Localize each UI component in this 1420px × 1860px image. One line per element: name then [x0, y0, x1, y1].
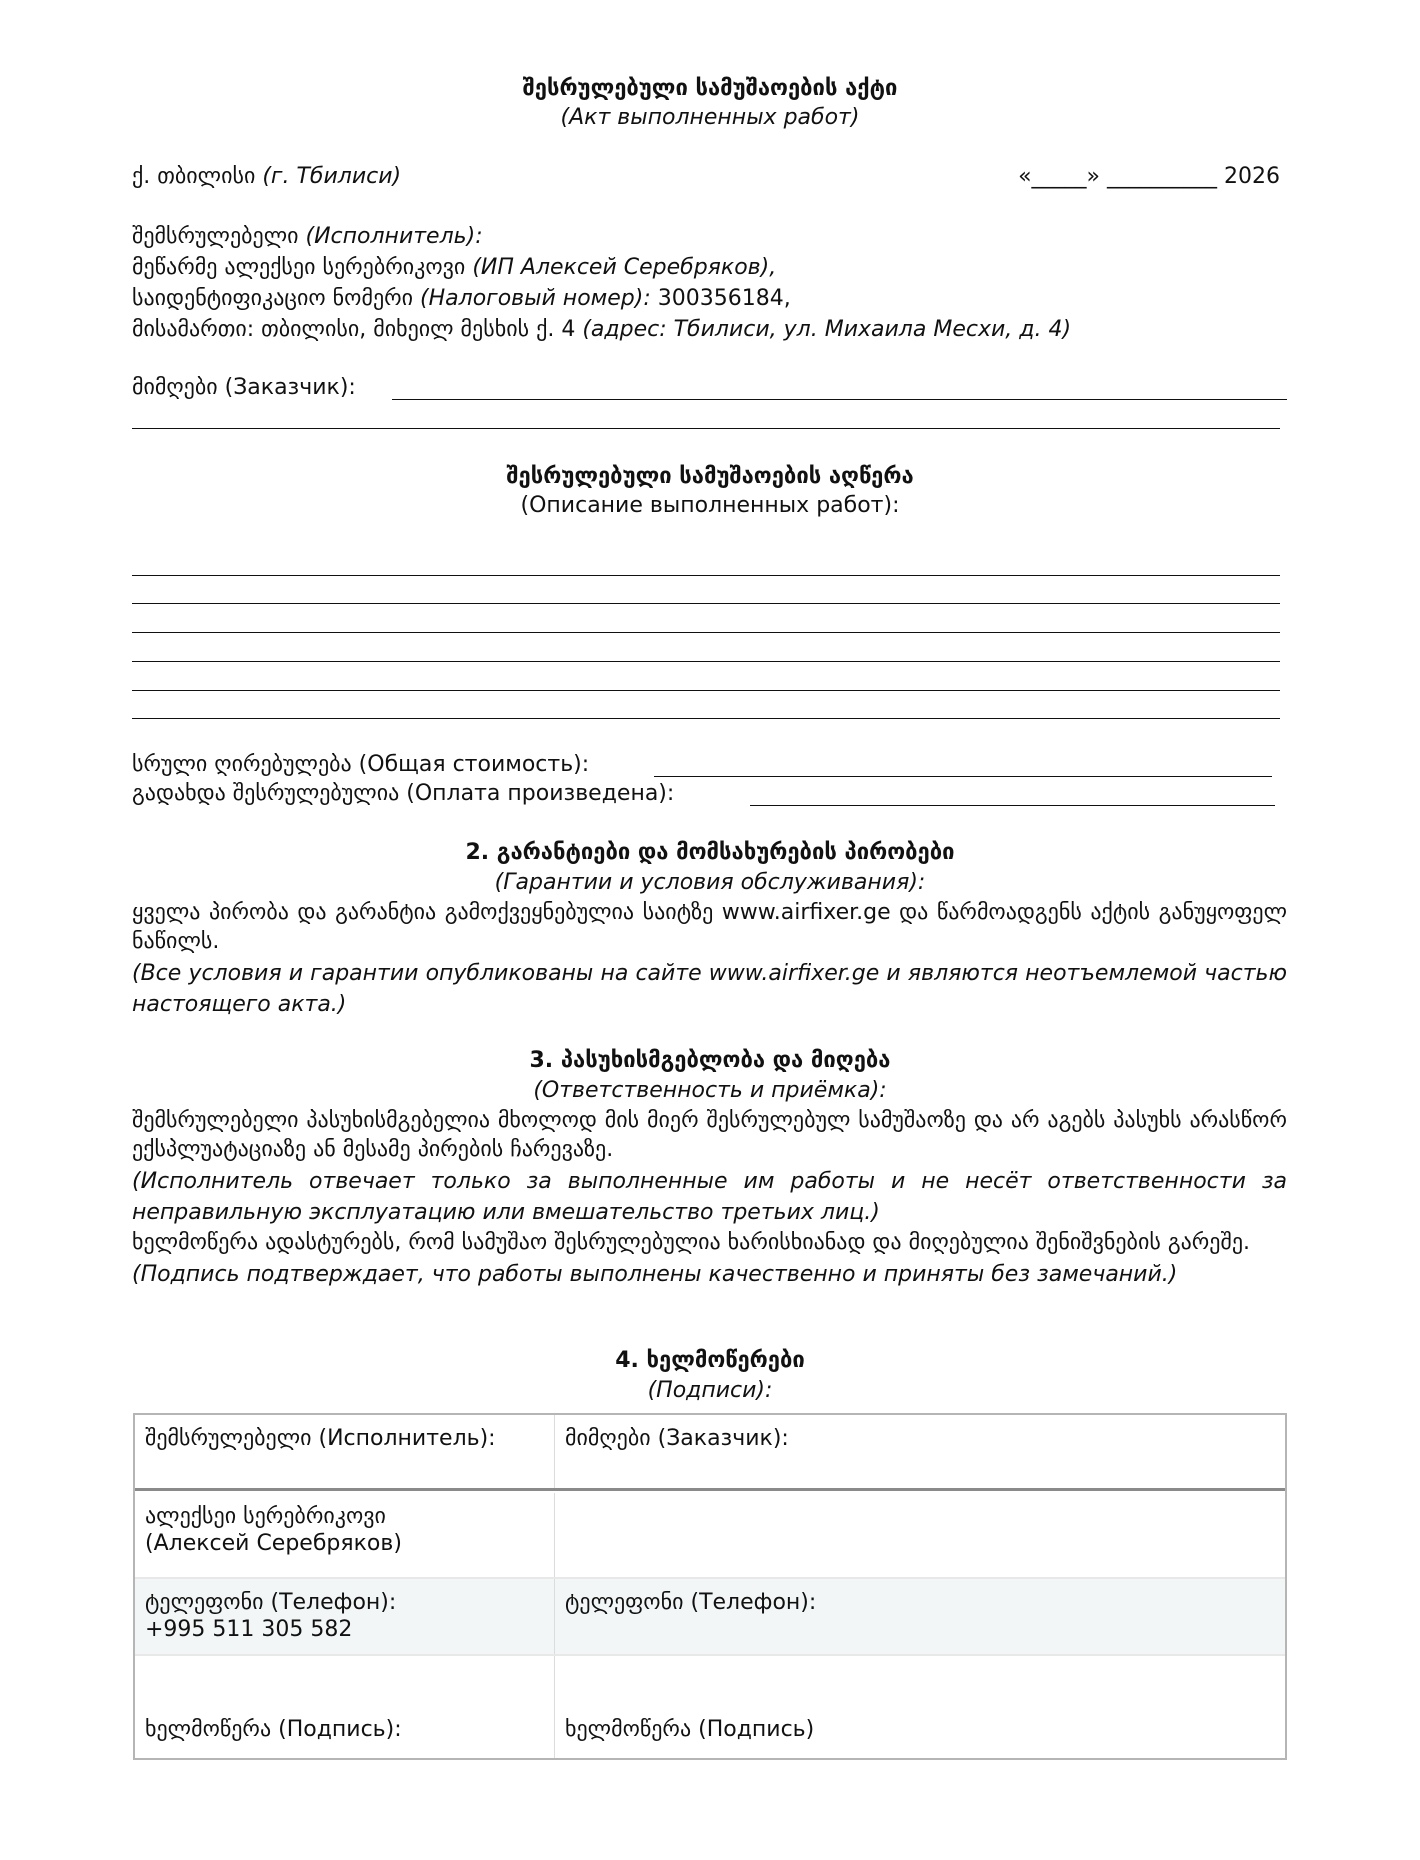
tax-label-ru: (Налоговый номер):: [420, 286, 651, 311]
contractor-label-ru: (Исполнитель):: [305, 224, 483, 249]
customer-label: მიმღები (Заказчик):: [132, 375, 356, 400]
contractor-tax-line: [132, 284, 791, 314]
section3-body2-ka: ხელმოწერა ადასტურებს, რომ სამუშაო შესრულებულია ხარისხიანად და მიღებულია შენიშვნების გარეშე.: [132, 1230, 1251, 1255]
section2-subtitle: (Гарантии и условия обслуживания):: [494, 870, 926, 895]
customer-name-cell[interactable]: [555, 1493, 1285, 1577]
table-row-phone: [135, 1579, 1285, 1656]
section3-subtitle: (Ответственность и приёмка):: [533, 1078, 887, 1103]
document-subtitle: (Акт выполненных работ): [560, 105, 860, 130]
description-subtitle: (Описание выполненных работ):: [520, 493, 900, 518]
section2-body-ru: (Все условия и гарантии опубликованы на сайте www.airfixer.ge и являются неотъемлемой частью настоящего акта.): [132, 961, 1287, 1017]
address-ka: მისამართი: თბილისი, მიხეილ მესხის ქ. 4: [132, 317, 576, 342]
section4-subtitle: (Подписи):: [647, 1378, 773, 1403]
total-cost-label: სრული ღირებულება (Общая стоимость):: [132, 752, 590, 777]
table-row-signature: [135, 1656, 1285, 1758]
description-line-4[interactable]: [132, 661, 1280, 662]
section3-body1-ru: (Исполнитель отвечает только за выполненные им работы и не несёт ответственности за неправильную эксплуатацию или вмешательство третьих лиц.): [132, 1169, 1287, 1225]
description-line-6[interactable]: [132, 718, 1280, 719]
section3-body2-ru: (Подпись подтверждает, что работы выполнены качественно и приняты без замечаний.): [132, 1262, 1178, 1287]
city-ru: (г. Тбилиси): [262, 164, 402, 189]
customer-input-line-2[interactable]: [132, 428, 1280, 429]
city-line: [132, 162, 401, 192]
table-row-header: [135, 1415, 1285, 1491]
customer-phone-cell[interactable]: [555, 1579, 1285, 1654]
description-title: შესრულებული სამუშაოების აღწერა: [506, 464, 914, 489]
contractor-name-ru: (Алексей Серебряков): [145, 1531, 402, 1556]
tax-label-ka: საიდენტიფიკაციო ნომერი: [132, 286, 414, 311]
description-line-5[interactable]: [132, 690, 1280, 691]
section2-body-ka: ყველა პირობა და გარანტია გამოქვეყნებულია საიტზე www.airfixer.ge და წარმოადგენს აქტის განუყოფელ ნაწილს.: [132, 900, 1287, 954]
contractor-name-ka: ალექსეი სერებრიკოვი: [145, 1504, 386, 1529]
section3-body1-ka: შემსრულებელი პასუხისმგებელია მხოლოდ მის მიერ შესრულებულ სამუშაოზე და არ აგებს პასუხს არასწორ ექსპლუატაციაზე ან მესამე პირების ჩარევაზე.: [132, 1108, 1287, 1162]
description-line-3[interactable]: [132, 632, 1280, 633]
date-field[interactable]: «_____» __________ 2026: [1018, 164, 1280, 189]
total-cost-input-line[interactable]: [654, 776, 1272, 777]
section2-title: 2. გარანტიები და მომსახურების პირობები: [465, 840, 955, 865]
customer-input-line-1[interactable]: [392, 399, 1287, 400]
address-ru: (адрес: Тбилиси, ул. Михаила Месхи, д. 4): [582, 317, 1072, 342]
table-row-name: [135, 1493, 1285, 1579]
customer-header-cell: მიმღები (Заказчик):: [565, 1426, 789, 1451]
contractor-label-line: [132, 222, 483, 252]
section2-body: [132, 898, 1287, 1020]
customer-signature-cell[interactable]: ხელმოწერა (Подпись): [565, 1717, 815, 1742]
contractor-signature-cell[interactable]: ხელმოწერა (Подпись):: [135, 1656, 555, 1758]
contractor-name-cell: [135, 1493, 555, 1577]
contractor-phone-cell: [135, 1579, 555, 1654]
contractor-address-line: [132, 315, 1071, 345]
payment-made-label: გადახდა შესრულებულია (Оплата произведена):: [132, 781, 675, 806]
contractor-phone-label: ტელეფონი (Телефон):: [145, 1590, 397, 1615]
document-title: შესრულებული სამუშაოების აქტი: [522, 76, 898, 101]
tax-number: 300356184,: [657, 286, 791, 311]
contractor-name-ka: მეწარმე ალექსეი სერებრიკოვი: [132, 255, 466, 280]
description-line-1[interactable]: [132, 575, 1280, 576]
section3-title: 3. პასუხისმგებლობა და მიღება: [529, 1048, 891, 1073]
description-line-2[interactable]: [132, 603, 1280, 604]
contractor-name-ru: (ИП Алексей Серебряков),: [472, 255, 777, 280]
contractor-header-cell: შემსრულებელი (Исполнитель):: [135, 1415, 555, 1488]
section3-body: [132, 1106, 1287, 1290]
signatures-table: [133, 1413, 1287, 1760]
contractor-phone-value: +995 511 305 582: [145, 1617, 353, 1642]
payment-made-input-line[interactable]: [750, 805, 1275, 806]
section4-title: 4. ხელმოწერები: [615, 1348, 805, 1373]
city-ka: ქ. თბილისი: [132, 164, 256, 189]
contractor-label-ka: შემსრულებელი: [132, 224, 299, 249]
customer-phone-label: ტელეფონი (Телефон):: [565, 1590, 817, 1615]
contractor-name-line: [132, 253, 776, 283]
